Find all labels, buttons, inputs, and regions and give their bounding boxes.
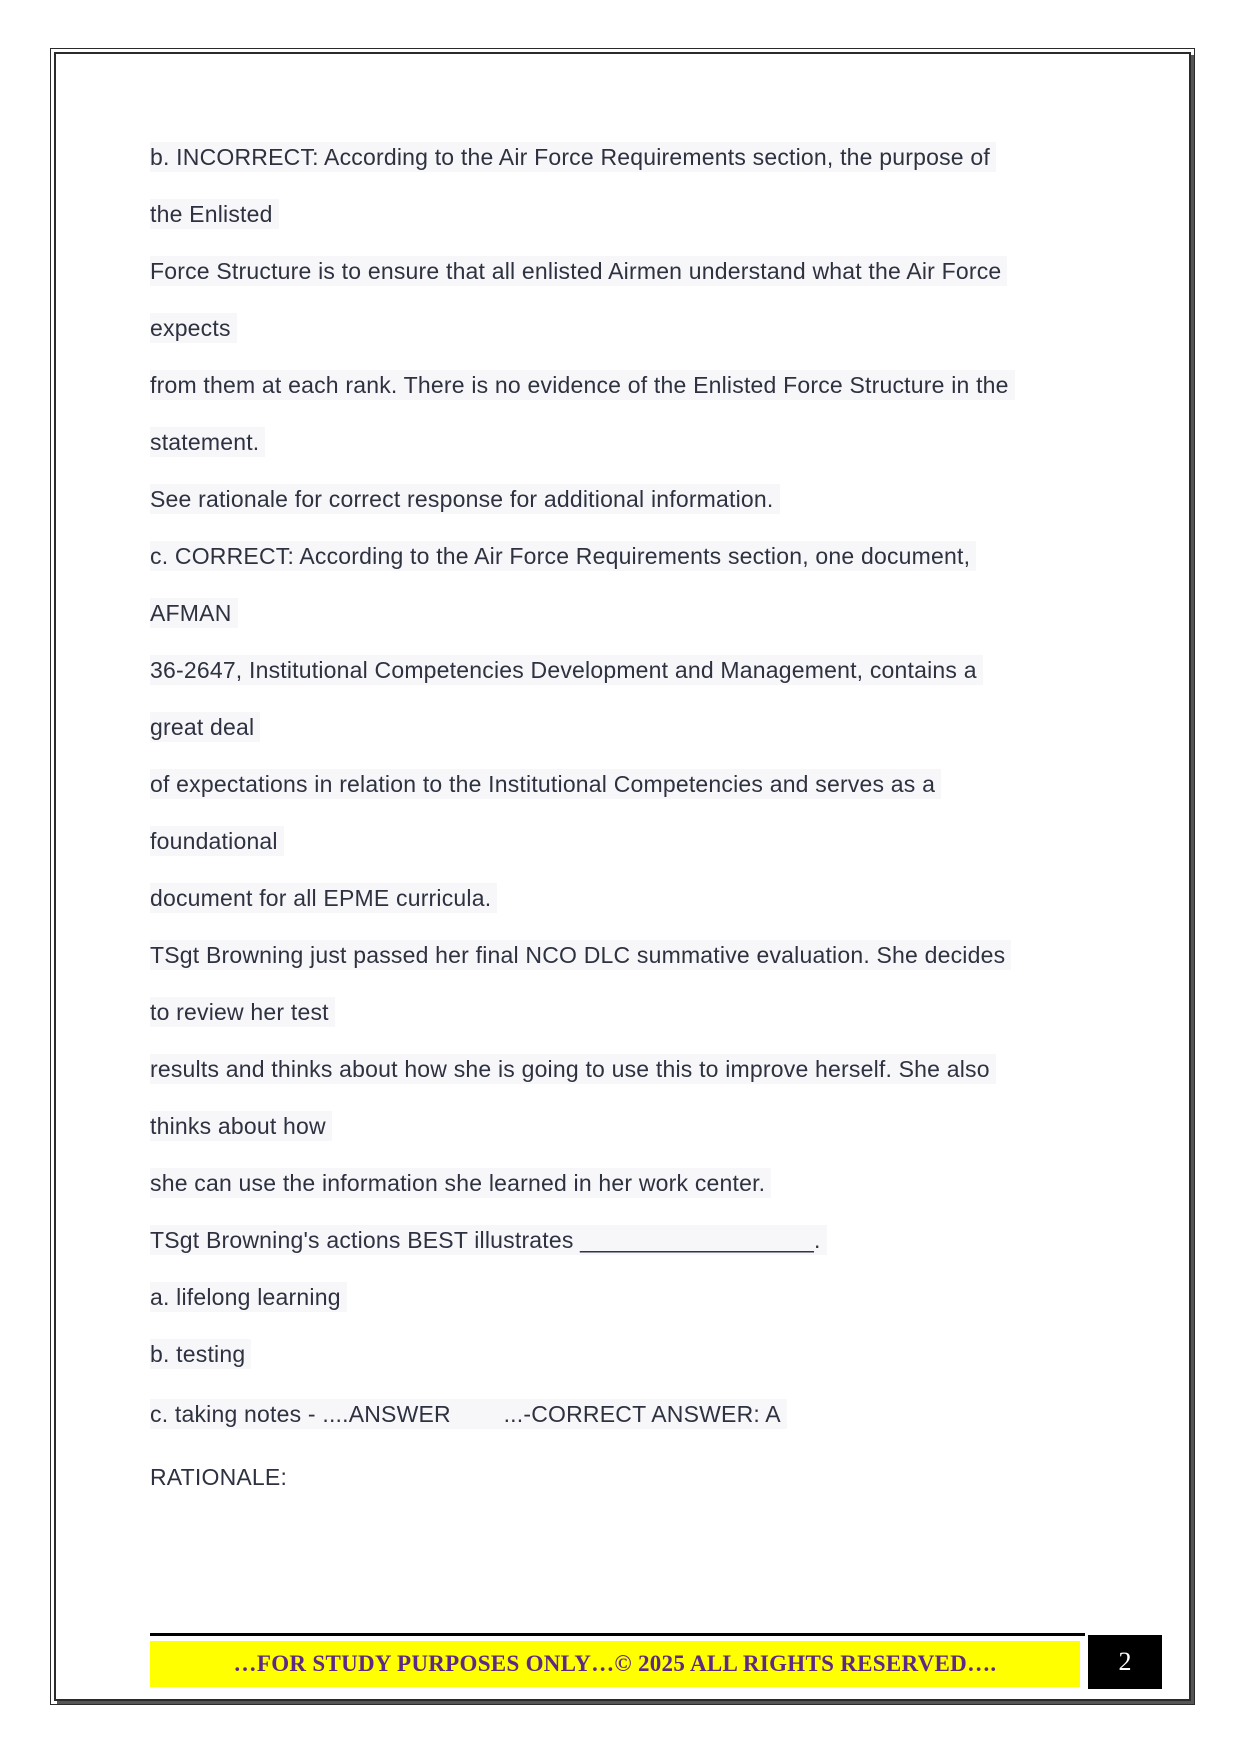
text-line-content: statement. [150,427,265,457]
text-line-content: thinks about how [150,1111,332,1141]
page-number [1088,1635,1162,1689]
text-line-content: expects [150,313,237,343]
text-line [150,1168,771,1198]
text-line [150,313,237,343]
text-line-content: to review her test [150,997,335,1027]
text-line [150,1111,332,1141]
text-line-content: TSgt Browning just passed her final NCO DLC summative evaluation. She decides [150,940,1011,970]
text-line [150,1054,996,1084]
question-stem [150,1225,827,1255]
text-line [150,484,780,514]
text-line-content: great deal [150,712,260,742]
text-line-content: from them at each rank. There is no evidence of the Enlisted Force Structure in the [150,370,1015,400]
text-line [150,769,941,799]
text-line [150,826,284,856]
text-line [150,940,1011,970]
text-line-content: b. testing [150,1339,251,1369]
text-line-content: she can use the information she learned in her work center. [150,1168,771,1198]
text-line-content: Force Structure is to ensure that all enlisted Airmen understand what the Air Force [150,256,1007,286]
text-line-content: See rationale for correct response for additional information. [150,484,780,514]
page-border [54,52,1191,1701]
text-line-content: the Enlisted [150,199,279,229]
text-line-content: results and thinks about how she is going to use this to improve herself. She also [150,1054,996,1084]
text-line [150,427,265,457]
text-line [150,997,335,1027]
rationale-heading [150,1462,287,1492]
footer-banner-text: …FOR STUDY PURPOSES ONLY…© 2025 ALL RIGHTS RESERVED…. [233,1651,997,1676]
text-line [150,199,279,229]
text-line [150,712,260,742]
text-line-content: document for all EPME curricula. [150,883,497,913]
text-line-content: 36-2647, Institutional Competencies Development and Management, contains a [150,655,983,685]
text-line [150,541,976,571]
text-line-content: c. taking notes - ....ANSWER ...-CORRECT ANSWER: A [150,1399,787,1429]
text-line-content: foundational [150,826,284,856]
text-line-content: RATIONALE: [150,1464,288,1490]
text-line-content: of expectations in relation to the Institutional Competencies and serves as a [150,769,941,799]
answer-option-c [150,1399,787,1429]
text-line [150,598,238,628]
footer-divider [150,1633,1085,1636]
text-line [150,256,1007,286]
answer-option-b [150,1339,251,1369]
text-line [150,655,983,685]
footer-banner [150,1641,1080,1687]
text-line-content: TSgt Browning's actions BEST illustrates __________________. [150,1225,827,1255]
text-line [150,370,1015,400]
text-line-content: c. CORRECT: According to the Air Force Requirements section, one document, [150,541,976,571]
text-line-content: a. lifelong learning [150,1282,347,1312]
text-line [150,883,497,913]
text-line-content: b. INCORRECT: According to the Air Force Requirements section, the purpose of [150,142,996,172]
text-line [150,142,996,172]
page-number-value: 2 [1118,1647,1132,1676]
answer-option-a [150,1282,347,1312]
text-line-content: AFMAN [150,598,238,628]
